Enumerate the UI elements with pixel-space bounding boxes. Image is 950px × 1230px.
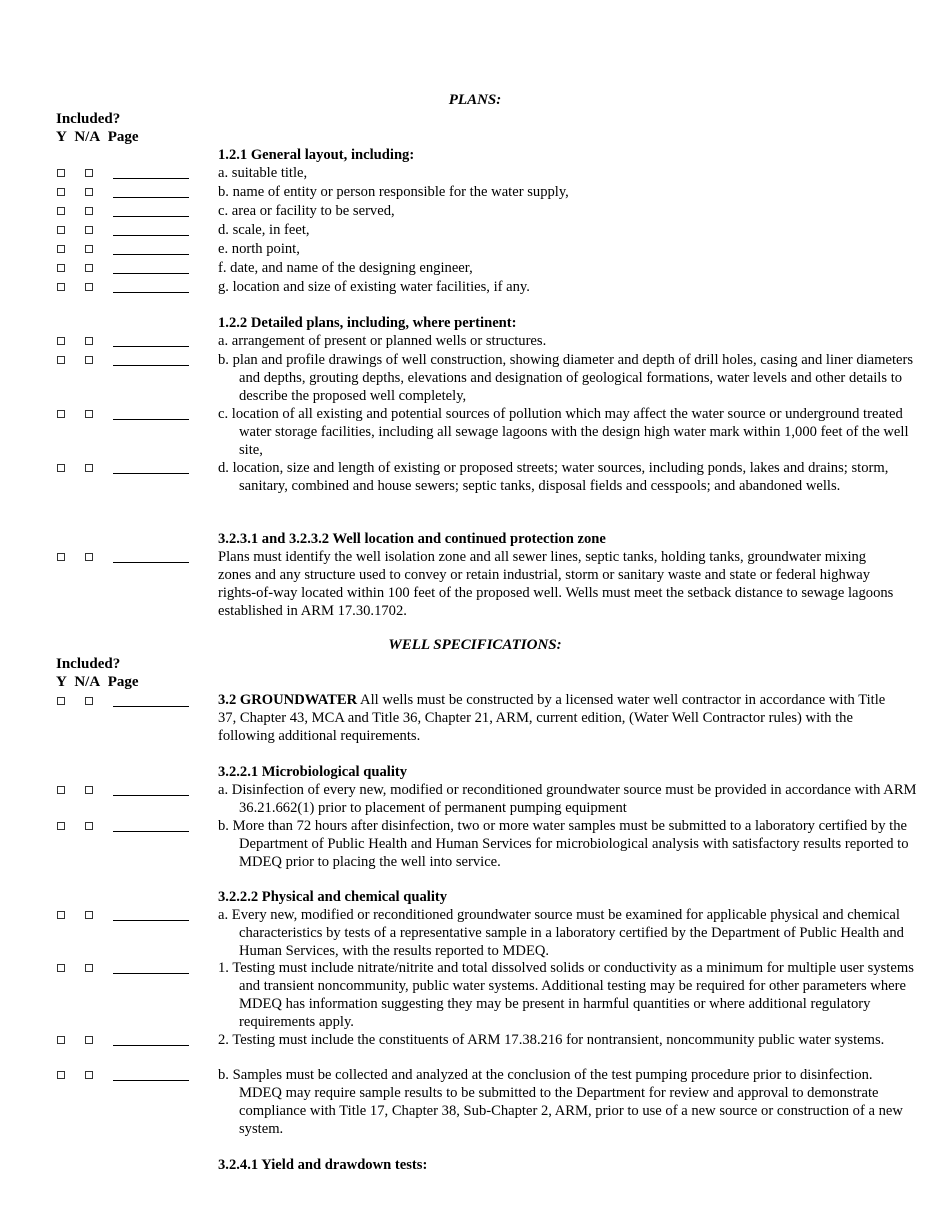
list-item: 2. Testing must include the constituents of ARM 17.38.216 for nontransient, noncommunity public water systems.: [218, 1032, 885, 1048]
well-col-header: [56, 673, 139, 691]
yes-checkbox[interactable]: [57, 245, 65, 253]
page-line[interactable]: [113, 473, 189, 474]
checklist-row: [57, 961, 207, 977]
na-checkbox[interactable]: [85, 1036, 93, 1044]
checklist-row: [57, 223, 207, 239]
na-checkbox[interactable]: [85, 188, 93, 196]
na-checkbox[interactable]: [85, 822, 93, 830]
na-checkbox[interactable]: [85, 911, 93, 919]
list-item: a. Disinfection of every new, modified or reconditioned groundwater source must be provided in accordance with ARM 36.21.662(1) prior to placement of permanent pumping equipment: [218, 782, 917, 816]
list-item: a. suitable title,: [218, 165, 308, 181]
checklist-row: [57, 280, 207, 296]
yes-checkbox[interactable]: [57, 337, 65, 345]
checklist-row: [57, 550, 207, 566]
page-line[interactable]: [113, 292, 189, 293]
list-item: a. arrangement of present or planned wells or structures.: [218, 333, 547, 349]
col-page: Page: [107, 129, 139, 145]
yes-checkbox[interactable]: [57, 964, 65, 972]
yes-checkbox[interactable]: [57, 786, 65, 794]
checklist-row: [57, 783, 207, 799]
checklist-row: [57, 242, 207, 258]
na-checkbox[interactable]: [85, 337, 93, 345]
yes-checkbox[interactable]: [57, 697, 65, 705]
checklist-row: [57, 166, 207, 182]
page-line[interactable]: [113, 273, 189, 274]
yes-checkbox[interactable]: [57, 464, 65, 472]
page-line[interactable]: [113, 831, 189, 832]
list-item: d. location, size and length of existing or proposed streets; water sources, including ponds, lakes and drains; storm, sanitary, combined and house sewers; septic tanks, disposal fields and cesspools; and abandoned wells.: [218, 460, 889, 494]
list-item: g. location and size of existing water facilities, if any.: [218, 279, 530, 295]
list-item: d. scale, in feet,: [218, 222, 310, 238]
col-na: N/A: [74, 674, 101, 690]
yes-checkbox[interactable]: [57, 207, 65, 215]
na-checkbox[interactable]: [85, 1071, 93, 1079]
plans-col-included: Included?: [56, 111, 121, 127]
list-item: b. name of entity or person responsible for the water supply,: [218, 184, 569, 200]
col-y: Y: [56, 129, 67, 145]
page-line[interactable]: [113, 178, 189, 179]
yes-checkbox[interactable]: [57, 283, 65, 291]
page-line[interactable]: [113, 365, 189, 366]
plans-title: PLANS:: [448, 92, 502, 108]
checklist-row: [57, 461, 207, 477]
page-line[interactable]: [113, 795, 189, 796]
section-3-2-2-2-heading: 3.2.2.2 Physical and chemical quality: [218, 889, 448, 905]
na-checkbox[interactable]: [85, 410, 93, 418]
na-checkbox[interactable]: [85, 283, 93, 291]
col-y: Y: [56, 674, 67, 690]
section-3-2-3-1-body: Plans must identify the well isolation zone and all sewer lines, septic tanks, holding tanks, groundwater mixing zones and any structure used to convey or retain industrial, storm or sanitary waste and state or federal highway rights-of-way located within 100 feet of the proposed well. Wells must meet the setback distance to sewage lagoons established in ARM 17.30.1702.: [218, 549, 894, 619]
na-checkbox[interactable]: [85, 207, 93, 215]
col-na: N/A: [74, 129, 101, 145]
page-line[interactable]: [113, 973, 189, 974]
na-checkbox[interactable]: [85, 786, 93, 794]
na-checkbox[interactable]: [85, 226, 93, 234]
yes-checkbox[interactable]: [57, 410, 65, 418]
checklist-row: [57, 908, 207, 924]
section-3-2-heading: 3.2 GROUNDWATER: [218, 692, 358, 708]
checklist-row: [57, 1033, 207, 1049]
page-line[interactable]: [113, 1045, 189, 1046]
page-line[interactable]: [113, 419, 189, 420]
section-3-2-4-1-heading: 3.2.4.1 Yield and drawdown tests:: [218, 1157, 428, 1173]
na-checkbox[interactable]: [85, 245, 93, 253]
list-item: b. plan and profile drawings of well construction, showing diameter and depth of drill holes, casing and liner diameters and depths, grouting depths, elevations and designation of geological formations, water levels and other details to describe the proposed well completely,: [218, 352, 914, 404]
yes-checkbox[interactable]: [57, 911, 65, 919]
checklist-row: [57, 819, 207, 835]
list-item: 1. Testing must include nitrate/nitrite and total dissolved solids or conductivity as a minimum for multiple user systems and transient noncommunity, public water systems. Additional testing may be required for other parameters where MDEQ has information suggesting they may be present in harmful quantities or where additional regulatory requirements apply.: [218, 960, 914, 1030]
checklist-row: [57, 353, 207, 369]
section-3-2-3-1-heading: 3.2.3.1 and 3.2.3.2 Well location and continued protection zone: [218, 531, 606, 547]
na-checkbox[interactable]: [85, 464, 93, 472]
yes-checkbox[interactable]: [57, 553, 65, 561]
page-line[interactable]: [113, 562, 189, 563]
list-item: f. date, and name of the designing engineer,: [218, 260, 473, 276]
section-3-2-paragraph: [218, 691, 898, 745]
list-item: e. north point,: [218, 241, 300, 257]
list-item: b. More than 72 hours after disinfection, two or more water samples must be submitted to a laboratory certified by the Department of Public Health and Human Services for microbiological analysis with satisfactory results reported to MDEQ prior to placing the well into service.: [218, 818, 909, 870]
col-page: Page: [107, 674, 139, 690]
checklist-row: [57, 261, 207, 277]
plans-col-header: [56, 128, 139, 146]
section-1-2-1-heading: 1.2.1 General layout, including:: [218, 147, 415, 163]
checklist-row: [57, 407, 207, 423]
checklist-row: [57, 694, 207, 710]
na-checkbox[interactable]: [85, 264, 93, 272]
page-line[interactable]: [113, 706, 189, 707]
page-line[interactable]: [113, 216, 189, 217]
yes-checkbox[interactable]: [57, 188, 65, 196]
page-line[interactable]: [113, 235, 189, 236]
yes-checkbox[interactable]: [57, 169, 65, 177]
well-specs-title: WELL SPECIFICATIONS:: [388, 637, 562, 653]
checklist-row: [57, 334, 207, 350]
yes-checkbox[interactable]: [57, 356, 65, 364]
section-1-2-2-heading: 1.2.2 Detailed plans, including, where pertinent:: [218, 315, 517, 331]
list-item: c. area or facility to be served,: [218, 203, 395, 219]
checklist-row: [57, 204, 207, 220]
na-checkbox[interactable]: [85, 169, 93, 177]
page-line[interactable]: [113, 197, 189, 198]
page-line[interactable]: [113, 1080, 189, 1081]
yes-checkbox[interactable]: [57, 822, 65, 830]
page-line[interactable]: [113, 346, 189, 347]
na-checkbox[interactable]: [85, 964, 93, 972]
list-item: c. location of all existing and potential sources of pollution which may affect the water source or underground treated water storage facilities, including all sewage lagoons with the design high water mark within 1,000 feet of the well site,: [218, 406, 909, 458]
section-3-2-2-1-heading: 3.2.2.1 Microbiological quality: [218, 764, 408, 780]
section-3-2-body: All wells must be constructed by a licensed water well contractor in accordance with Title 37, Chapter 43, MCA and Title 36, Chapter 21, ARM, current edition, (Water Well Contractor rules) with the following additional requirements.: [218, 692, 886, 744]
checklist-row: [57, 185, 207, 201]
list-item: b. Samples must be collected and analyzed at the conclusion of the test pumping procedure prior to disinfection. MDEQ may require sample results to be submitted to the Department for review and approval to demonstrate compliance with Title 17, Chapter 38, Sub-Chapter 2, ARM, prior to use of a new source or construction of a new system.: [218, 1067, 903, 1137]
page-line[interactable]: [113, 254, 189, 255]
page-line[interactable]: [113, 920, 189, 921]
yes-checkbox[interactable]: [57, 226, 65, 234]
na-checkbox[interactable]: [85, 553, 93, 561]
checklist-row: [57, 1068, 207, 1084]
na-checkbox[interactable]: [85, 356, 93, 364]
well-col-included: Included?: [56, 656, 121, 672]
yes-checkbox[interactable]: [57, 1071, 65, 1079]
na-checkbox[interactable]: [85, 697, 93, 705]
yes-checkbox[interactable]: [57, 264, 65, 272]
yes-checkbox[interactable]: [57, 1036, 65, 1044]
list-item: a. Every new, modified or reconditioned groundwater source must be examined for applicable physical and chemical characteristics by tests of a representative sample in a laboratory certified by the Department of Public Health and Human Services, with the results reported to MDEQ.: [218, 907, 904, 959]
